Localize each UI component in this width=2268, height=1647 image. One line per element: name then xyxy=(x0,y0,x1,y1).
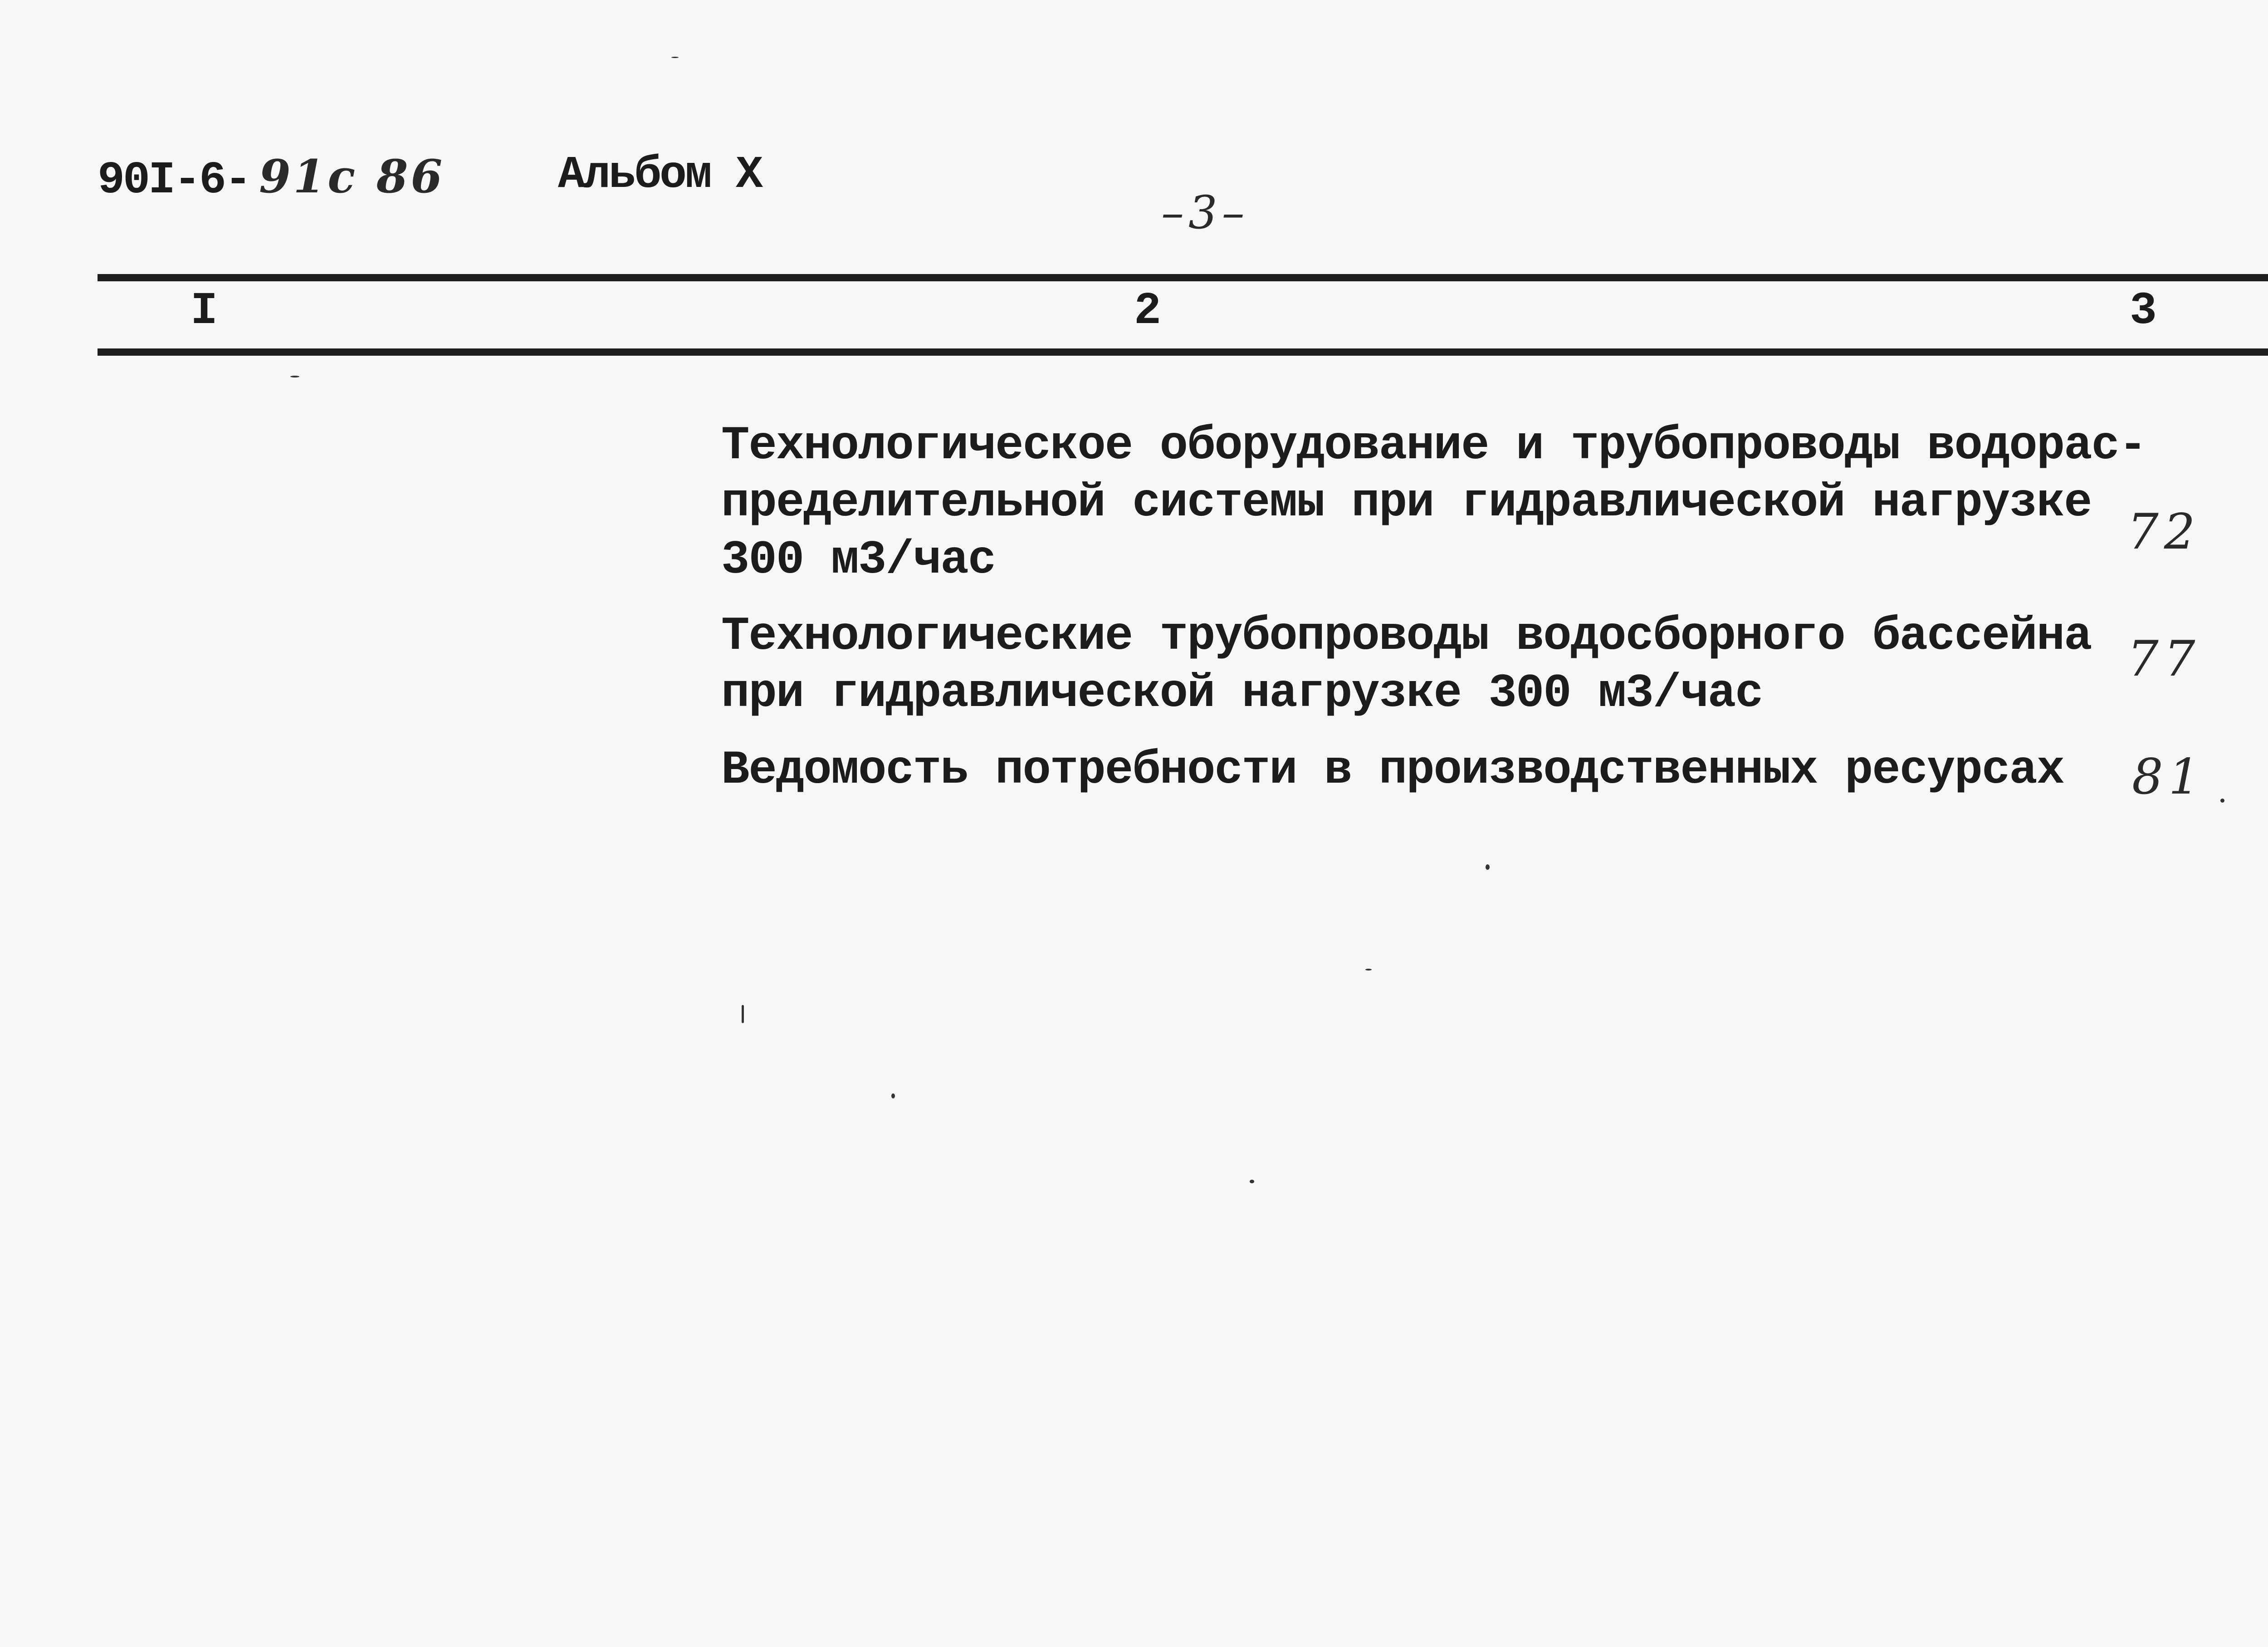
table-row xyxy=(721,742,2064,799)
scan-speck xyxy=(1486,864,1490,870)
table-top-rule xyxy=(98,274,2268,281)
row-2-page: 77 xyxy=(2127,631,2201,687)
table-row xyxy=(721,417,2146,589)
row-3-line-1: Ведомость потребности в производственных ресурсах xyxy=(721,744,2064,797)
column-header-3: 3 xyxy=(2130,286,2157,337)
scan-speck xyxy=(290,376,299,377)
document-code-handwritten: 91с 86 xyxy=(259,150,445,203)
column-header-1: I xyxy=(191,286,218,337)
document-code-typed: 90I-6- xyxy=(98,155,250,206)
scan-speck xyxy=(1365,969,1372,971)
row-1-line-2: пределительной системы при гидравлической нагрузке xyxy=(721,476,2092,530)
scan-speck xyxy=(742,1005,744,1023)
row-2-line-2: при гидравлической нагрузке 300 м3/час xyxy=(721,667,1763,721)
row-1-page: 72 xyxy=(2127,504,2201,560)
page-number: –3– xyxy=(1161,186,1249,239)
scan-speck xyxy=(891,1093,895,1098)
album-label: Альбом X xyxy=(558,150,762,201)
row-2-line-1: Технологические трубопроводы водосборного бассейна xyxy=(721,610,2092,663)
table-row xyxy=(721,608,2092,722)
document-code xyxy=(98,150,445,206)
row-1-line-1: Технологическое оборудование и трубопроводы водорас- xyxy=(721,419,2146,473)
scan-speck xyxy=(671,57,679,58)
row-1-line-3: 300 м3/час xyxy=(721,534,996,587)
table-header-bottom-rule xyxy=(98,348,2268,356)
scan-speck xyxy=(2220,799,2224,803)
row-3-page: 81 xyxy=(2132,749,2205,805)
column-header-2: 2 xyxy=(1134,286,1162,337)
scan-speck xyxy=(1250,1180,1254,1183)
